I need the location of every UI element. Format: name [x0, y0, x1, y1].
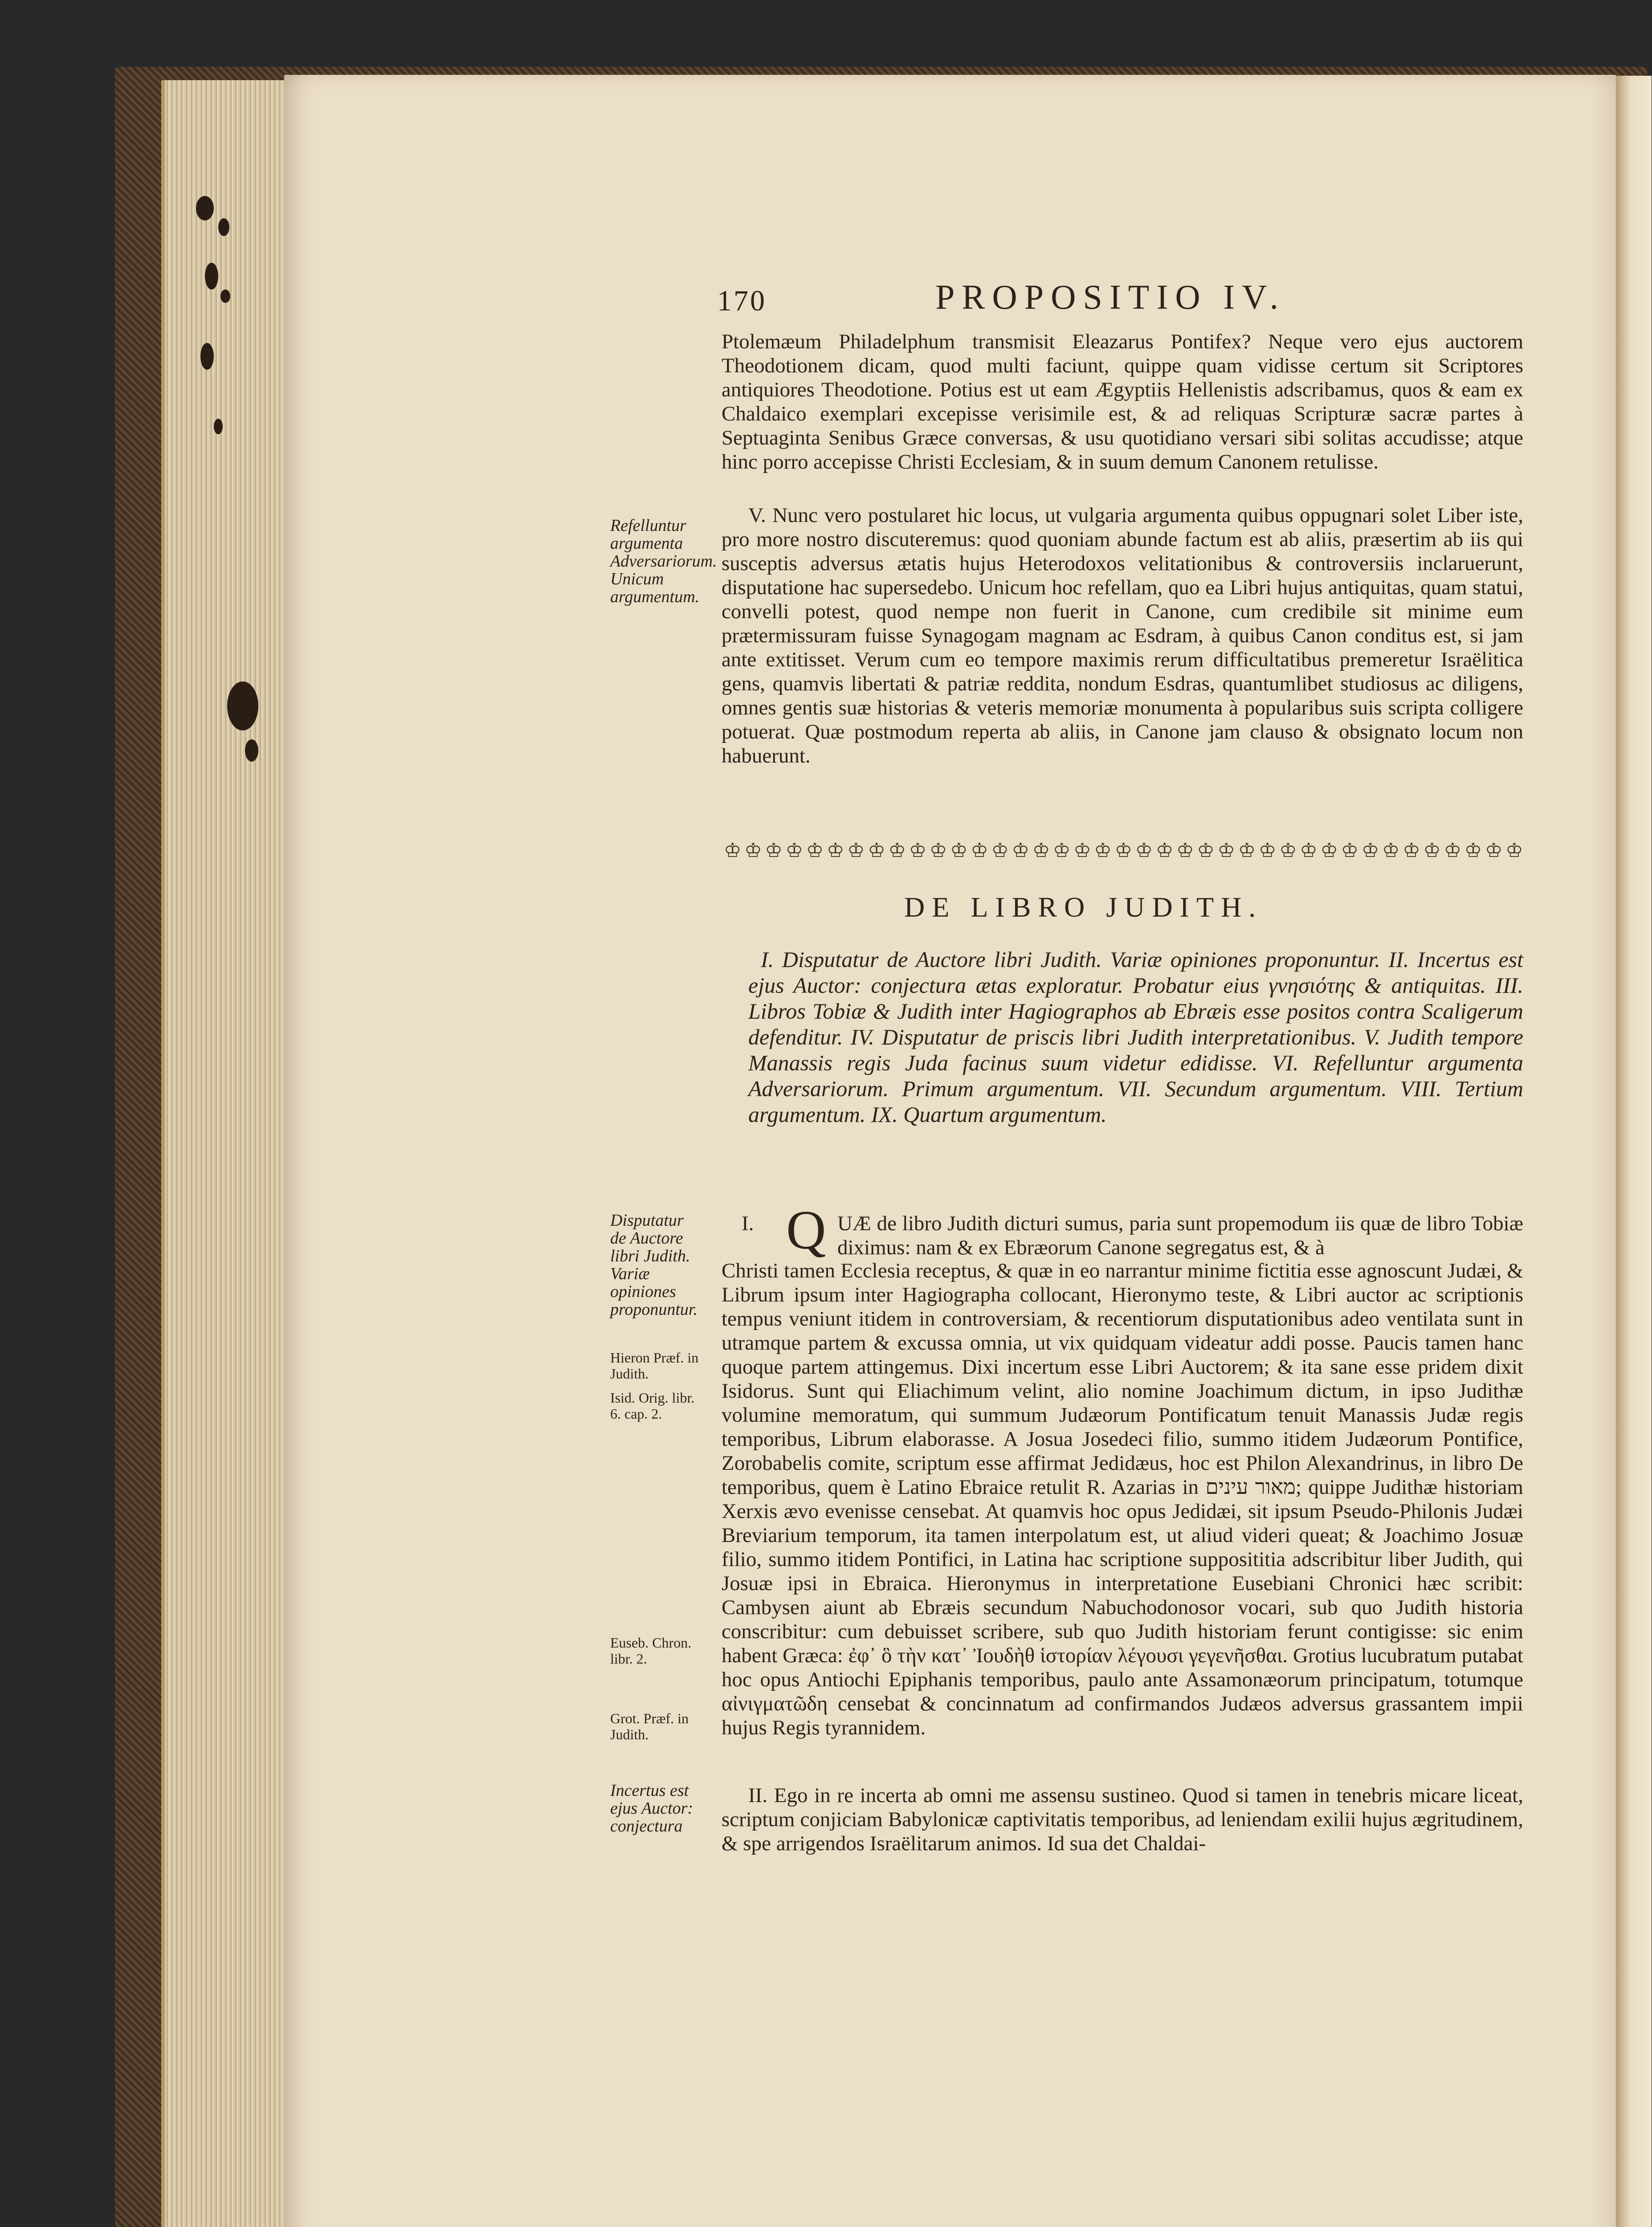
margin-note: Refelluntur argumenta Adversariorum. Unicum argumentum.	[610, 516, 717, 606]
paragraph-text: UÆ de libro Judith dicturi sumus, paria sunt propemodum iis quæ de libro Tobiæ diximus: nam & ex Ebræorum Canone segregatus est, & à	[837, 1212, 1523, 1259]
drop-cap: Q	[786, 1199, 826, 1260]
facing-page-edge	[1616, 76, 1652, 2227]
paragraph-text: II. Ego in re incerta ab omni me assensu sustineo. Quod si tamen in tenebris micare liceat, scriptum conjiciam Babylonicæ captivitatis temporibus, ad leniendam exilii hujus ægritudinem, & spe arrigendos Israëlitarum animos. Id sua det Chaldai-	[722, 1784, 1523, 1855]
paragraph-text: Ptolemæum Philadelphum transmisit Eleazarus Pontifex? Neque vero ejus auctorem Theodotionem dicam, quod multi faciunt, quippe quam vidisse certum sit Scriptores antiquiores Theodotione. Potius est ut eam Ægyptiis Hellenistis adscribamus, quos & eam ex Chaldaico exemplari excepisse verisimile est, & ad reliquas Scripturæ sacræ partes à Septuaginta Senibus Græce conversas, & usu quotidiano versari sibi solitas accudisse; atque hinc porro accepisse Christi Ecclesiam, & in suum demum Canonem retulisse.	[722, 330, 1523, 473]
margin-note: Incertus est ejus Auctor: conjectura	[610, 1781, 693, 1835]
margin-note: Disputatur de Auctore libri Judith. Variæ opiniones proponuntur.	[610, 1211, 698, 1319]
paragraph	[722, 1783, 1523, 1859]
section-title: DE LIBRO JUDITH.	[904, 891, 1263, 923]
paragraph-text: Christi tamen Ecclesia receptus, & quæ in eo narrantur minime fictitia esse agnoscunt Judæi, & Librum ipsum inter Hagiographa collocant, Hieronymo teste, & Libri auctor ac scriptionis tempus veniunt itidem in controversiam, & recentiorum disputationibus adeo ventilata sunt in utramque partem & excussa omnia, ut vix quidquam videatur addi posse. Paucis tamen hanc quoque partem attingemus. Dixi incertum esse Libri Auctorem; & ita sane esse pridem dixit Isidorus. Sunt qui Eliachimum velint, alio nomine Joachimum dictum, in ipso Judithæ volumine memoratum, qui summum Judæorum Pontificatum tenuit Manassis Judæ regis temporibus, Librum elaborasse. A Josua Josedeci filio, summo itidem Judæorum Pontifice, Zorobabelis comite, scriptum esse affirmat Jedidæus, hoc est Philon Alexandrinus, in libro De temporibus, quem è Latino Ebraice retulit R. Azarias in מאור עינים; quippe Judithæ historiam Xerxis ævo evenisse censebat. At quamvis hoc opus Jedidæi, sit ipsum Pseudo-Philonis Judæi Breviarium temporum, ita tamen interpolatum est, ut aliud videri queat; & Joachimo Josuæ filio, summo itidem Pontifici, in Latina hac scriptione supposititia adscribitur liber Judith, qui Josuæ ipsi in Ebraica. Hieronymus in interpretatione Eusebiani Chronici hæc scribit: Cambysen aiunt ab Ebræis secundum Nabuchodonosor vocari, sub quo Judith historia conscribitur: cum debuisset scribere, sub quo Judith historiam ferunt contigisse: sic enim habent Græca: ἐφ᾽ ὃ τὴν κατ᾽ Ἰουδὴθ ἱστορίαν λέγουσι γεγενῆσθαι. Grotius lucubratum putabat hoc opus Antiochi Epiphanis temporibus, paulo ante Assamonæorum principatum, totumque αἰνιγματῶδη censebat & concinnatum ad confirmandos Judæos adversus grassantem impii hujus Regis tyrannidem.	[722, 1259, 1523, 1739]
running-title: PROPOSITIO IV.	[935, 277, 1285, 316]
ink-stains	[178, 192, 294, 815]
summary-text: I. Disputatur de Auctore libri Judith. Variæ opiniones proponuntur. II. Incertus est ejus Auctor: conjectura ætas exploratur. Probatur eius γνησιότης & antiquitas. III. Libros Tobiæ & Judith inter Hagiographos ab Ebræis esse positos contra Scaligerum defenditur. IV. Disputatur de priscis libri Judith interpretationibus. V. Judith tempore Manassis regis Juda facinus suum videtur edidisse. VI. Refelluntur argumenta Adversariorum. Primum argumentum. VII. Secundum argumentum. VIII. Tertium argumentum. IX. Quartum argumentum.	[748, 947, 1523, 1127]
margin-note: Grot. Præf. in Judith.	[610, 1710, 689, 1742]
margin-note: Hieron Præf. in Judith.	[610, 1350, 699, 1382]
page-number: 170	[717, 285, 767, 317]
margin-note: Euseb. Chron. libr. 2.	[610, 1635, 692, 1667]
margin-note: Isid. Orig. libr. 6. cap. 2.	[610, 1390, 695, 1422]
ornament-border: ♔ ♔ ♔ ♔ ♔ ♔ ♔ ♔ ♔ ♔ ♔ ♔ ♔ ♔ ♔ ♔ ♔ ♔ ♔ ♔ ♔ ♔ ♔ ♔ ♔ ♔ ♔ ♔ ♔ ♔ ♔ ♔ ♔ ♔ ♔ ♔ ♔ ♔ ♔	[724, 839, 1523, 861]
paragraph	[722, 330, 1523, 499]
paragraph	[837, 1211, 1523, 1259]
paragraph	[722, 1259, 1523, 1781]
chapter-summary	[748, 946, 1523, 1205]
paragraph-text: V. Nunc vero postularet hic locus, ut vulgaria argumenta quibus oppugnari solet Liber iste, pro more nostro discuteremus: quod quoniam abunde factum est ab aliis, præsertim ab iis qui susceptis adversus ætatis hujus Heterodoxos velitationibus & controversiis inclaruerunt, disputatione hac supersedebo. Unicum hoc refellam, quo ea Libri hujus antiquitas, quam statui, convelli potest, quod nempe non fuerit in Canone, cum credibile sit minime eum prætermissuram fuisse Synagogam magnam ac Esdram, à quibus Canon conditus est, si jam ante extitisset. Verum cum eo tempore maximis rerum difficultatibus premeretur Israëlitica gens, quamvis libertati & patriæ reddita, nondum Esdras, quantumlibet studiosus ac diligens, omnes gentis suæ historias & veteris memoriæ monumenta à popularibus suis scripta colligere potuerat. Quæ postmodum reperta ab aliis, in Canone jam clauso & obsignato locum non habuerunt.	[722, 504, 1523, 767]
paragraph	[722, 503, 1523, 806]
paragraph-numeral: I.	[742, 1212, 754, 1235]
